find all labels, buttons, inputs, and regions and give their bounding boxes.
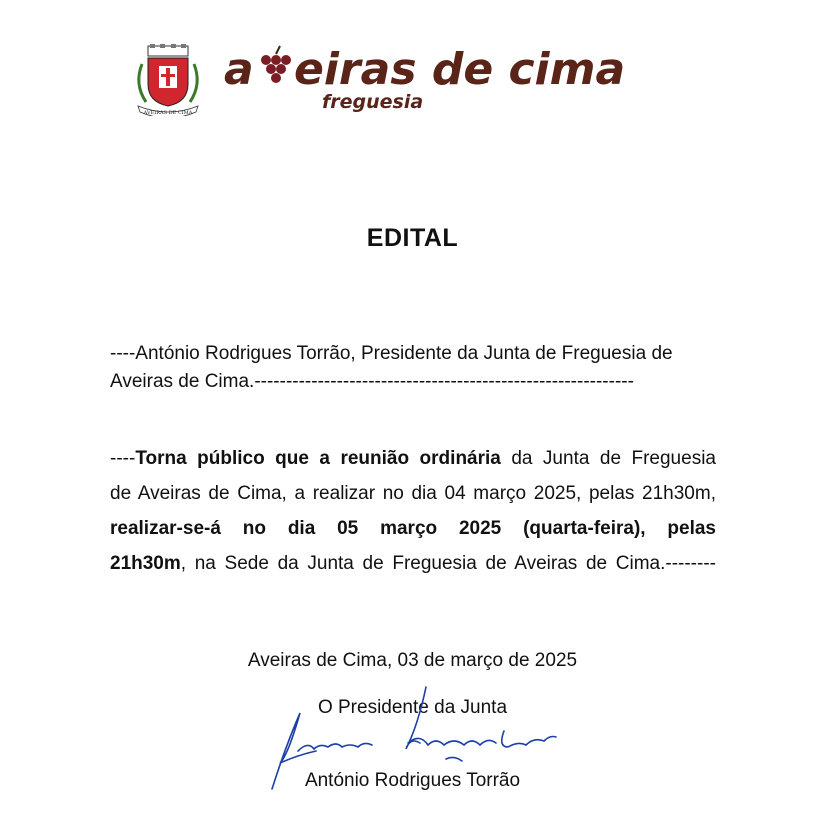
document-title: EDITAL: [366, 224, 459, 252]
notice-line-4-rest: , na Sede da Junta de Freguesia de Aveiras de Cima.--------: [180, 553, 716, 574]
signatory-name: António Rodrigues Torrão: [304, 770, 521, 791]
place-and-date: Aveiras de Cima, 03 de março de 2025: [247, 650, 578, 671]
notice-line-4: [110, 553, 716, 575]
coat-of-arms-logo: [132, 44, 204, 116]
freguesia-brand-logo: [222, 44, 662, 116]
notice-line-3: realizar-se-á no dia 05 março 2025 (quarta-feira), pelas: [110, 518, 716, 539]
svg-text:eiras de cima: eiras de cima: [294, 44, 626, 95]
notice-line-1-prefix: ----: [110, 448, 136, 469]
brand-subtitle: freguesia: [322, 91, 424, 113]
intro-line-2: Aveiras de Cima.------------------------------------------------------------: [110, 371, 634, 392]
notice-line-4-bold: 21h30m: [110, 553, 181, 574]
signatory-role: O Presidente da Junta: [317, 697, 508, 718]
crest-ribbon-text: AVEIRAS DE CIMA: [143, 110, 193, 116]
svg-text:a: a: [224, 44, 254, 95]
notice-line-2: de Aveiras de Cima, a realizar no dia 04 março 2025, pelas 21h30m,: [110, 483, 716, 504]
document-header: [132, 40, 662, 120]
notice-line-1: [110, 448, 716, 470]
notice-line-1-bold: Torna público que a reunião ordinária: [135, 448, 501, 469]
intro-line-1: ----António Rodrigues Torrão, Presidente da Junta de Freguesia de: [110, 343, 673, 364]
notice-line-1-rest: da Junta de Freguesia: [500, 448, 716, 469]
